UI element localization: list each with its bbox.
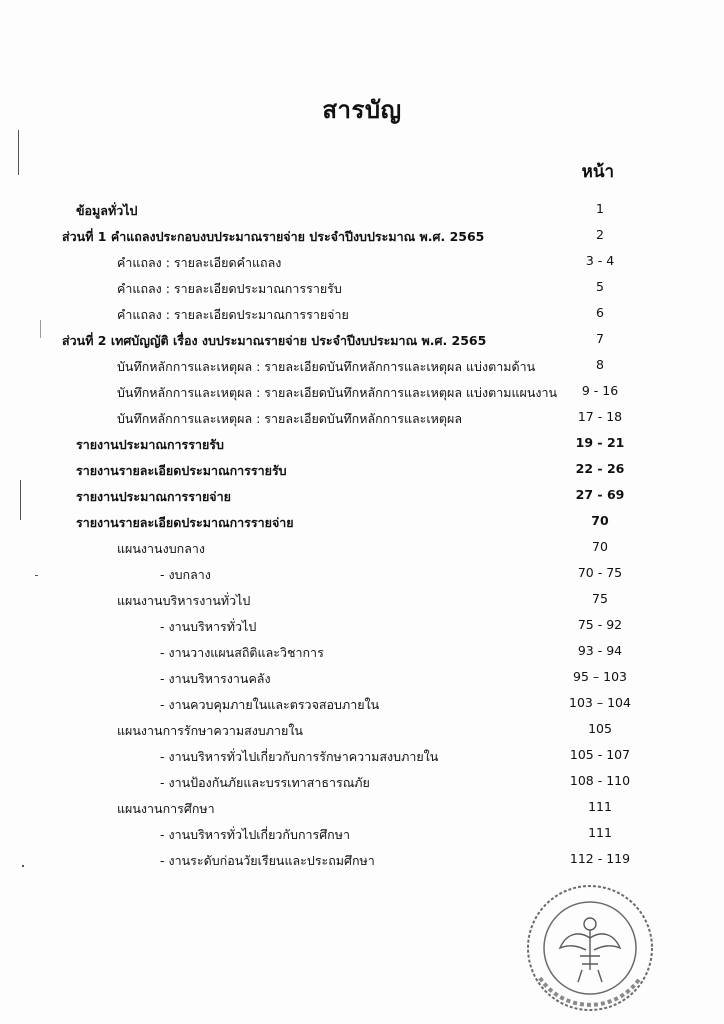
toc-entry — [0, 744, 724, 770]
toc-entry-label: ส่วนที่ 1 คำแถลงประกอบงบประมาณรายจ่าย ประจำปีงบประมาณ พ.ศ. 2565 — [62, 229, 485, 244]
toc-entry-label: รายงานประมาณการรายรับ — [76, 437, 224, 452]
toc-entry-label: - งานวางแผนสถิติและวิชาการ — [160, 645, 324, 660]
toc-entry — [0, 796, 724, 822]
toc-entry-page: 3 - 4 — [585, 253, 615, 268]
toc-entry-label: - งานระดับก่อนวัยเรียนและประถมศึกษา — [160, 853, 375, 868]
toc-entry — [0, 536, 724, 562]
toc-entry-label: แผนงานงบกลาง — [117, 541, 205, 556]
scan-artifact — [20, 480, 21, 520]
toc-entry — [0, 770, 724, 796]
toc-entry-page: 93 - 94 — [577, 643, 623, 658]
toc-entry-label: คำแถลง : รายละเอียดคำแถลง — [117, 255, 282, 270]
toc-entry-page: 105 — [588, 721, 612, 736]
toc-entry-page: 70 — [591, 513, 609, 528]
toc-entry — [0, 640, 724, 666]
toc-entry-label: แผนงานการศึกษา — [117, 801, 215, 816]
toc-entry-page: 8 — [596, 357, 604, 372]
toc-entry — [0, 276, 724, 302]
toc-entry — [0, 250, 724, 276]
toc-entry-page: 27 - 69 — [575, 487, 625, 502]
toc-entry — [0, 328, 724, 354]
toc-entry-page: 17 - 18 — [577, 409, 623, 424]
toc-entry-label: - งานบริหารทั่วไปเกี่ยวกับการรักษาความสงบภายใน — [160, 749, 439, 764]
toc-entry — [0, 562, 724, 588]
toc-entry-label: - งานบริหารงานคลัง — [160, 671, 271, 686]
toc-entry-page: 7 — [596, 331, 604, 346]
garuda-emblem-icon — [560, 918, 620, 982]
toc-entry-label: รายงานรายละเอียดประมาณการรายรับ — [76, 463, 287, 478]
toc-entry-page: 6 — [596, 305, 604, 320]
toc-entry-page: 70 — [592, 539, 608, 554]
toc-entry-label: แผนงานบริหารงานทั่วไป — [117, 593, 251, 608]
toc-entry-label: บันทึกหลักการและเหตุผล : รายละเอียดบันทึกหลักการและเหตุผล — [117, 411, 463, 426]
scan-artifact — [18, 130, 19, 175]
toc-entry — [0, 692, 724, 718]
scan-artifact — [22, 865, 24, 867]
toc-entry-label: ส่วนที่ 2 เทศบัญญัติ เรื่อง งบประมาณรายจ่าย ประจำปีงบประมาณ พ.ศ. 2565 — [62, 333, 487, 348]
toc-entry — [0, 380, 724, 406]
toc-entry-page: 19 - 21 — [575, 435, 625, 450]
toc-entry — [0, 406, 724, 432]
toc-entry — [0, 458, 724, 484]
toc-entry — [0, 666, 724, 692]
toc-entry-label: รายงานประมาณการรายจ่าย — [76, 489, 231, 504]
toc-entry-page: 108 - 110 — [569, 773, 631, 788]
toc-entry — [0, 302, 724, 328]
toc-entry — [0, 614, 724, 640]
toc-entry-label: แผนงานการรักษาความสงบภายใน — [117, 723, 303, 738]
seal-text-arc — [540, 978, 640, 1005]
toc-entry-label: ข้อมูลทั่วไป — [76, 203, 138, 218]
toc-entry-page: 2 — [596, 227, 604, 242]
toc-entry-label: บันทึกหลักการและเหตุผล : รายละเอียดบันทึกหลักการและเหตุผล แบ่งตามด้าน — [117, 359, 536, 374]
toc-entry-label: - งานควบคุมภายในและตรวจสอบภายใน — [160, 697, 380, 712]
toc-entry-page: 75 — [592, 591, 608, 606]
table-of-contents — [0, 198, 724, 874]
toc-entry-page: 70 - 75 — [577, 565, 623, 580]
toc-entry-page: 9 - 16 — [581, 383, 619, 398]
toc-entry — [0, 588, 724, 614]
toc-entry-label: - งานบริหารทั่วไปเกี่ยวกับการศึกษา — [160, 827, 351, 842]
toc-entry-page: 111 — [588, 799, 612, 814]
toc-entry — [0, 484, 724, 510]
toc-entry-page: 105 - 107 — [569, 747, 631, 762]
official-seal — [520, 878, 660, 1018]
toc-entry — [0, 822, 724, 848]
toc-entry — [0, 432, 724, 458]
toc-entry — [0, 354, 724, 380]
scan-artifact — [35, 575, 38, 576]
toc-entry-label: - งานบริหารทั่วไป — [160, 619, 257, 634]
toc-entry — [0, 718, 724, 744]
toc-entry-page: 95 – 103 — [573, 669, 627, 684]
toc-entry-page: 75 - 92 — [577, 617, 623, 632]
scan-artifact — [40, 320, 41, 338]
toc-entry-page: 111 — [588, 825, 612, 840]
toc-entry-label: บันทึกหลักการและเหตุผล : รายละเอียดบันทึกหลักการและเหตุผล แบ่งตามแผนงาน — [117, 385, 558, 400]
page-number-column-header: หน้า — [581, 162, 614, 182]
page-title: สารบัญ — [322, 96, 402, 124]
toc-entry-page: 112 - 119 — [569, 851, 631, 866]
toc-entry-page: 103 – 104 — [569, 695, 631, 710]
toc-entry-label: - งบกลาง — [160, 567, 211, 582]
toc-entry — [0, 510, 724, 536]
toc-entry-label: รายงานรายละเอียดประมาณการรายจ่าย — [76, 515, 294, 530]
toc-entry — [0, 224, 724, 250]
toc-entry-label: - งานป้องกันภัยและบรรเทาสาธารณภัย — [160, 775, 370, 790]
toc-entry — [0, 848, 724, 874]
toc-entry-page: 5 — [596, 279, 604, 294]
toc-entry — [0, 198, 724, 224]
toc-entry-label: คำแถลง : รายละเอียดประมาณการรายรับ — [117, 281, 342, 296]
toc-entry-page: 1 — [596, 201, 604, 216]
toc-entry-page: 22 - 26 — [575, 461, 625, 476]
toc-entry-label: คำแถลง : รายละเอียดประมาณการรายจ่าย — [117, 307, 349, 322]
